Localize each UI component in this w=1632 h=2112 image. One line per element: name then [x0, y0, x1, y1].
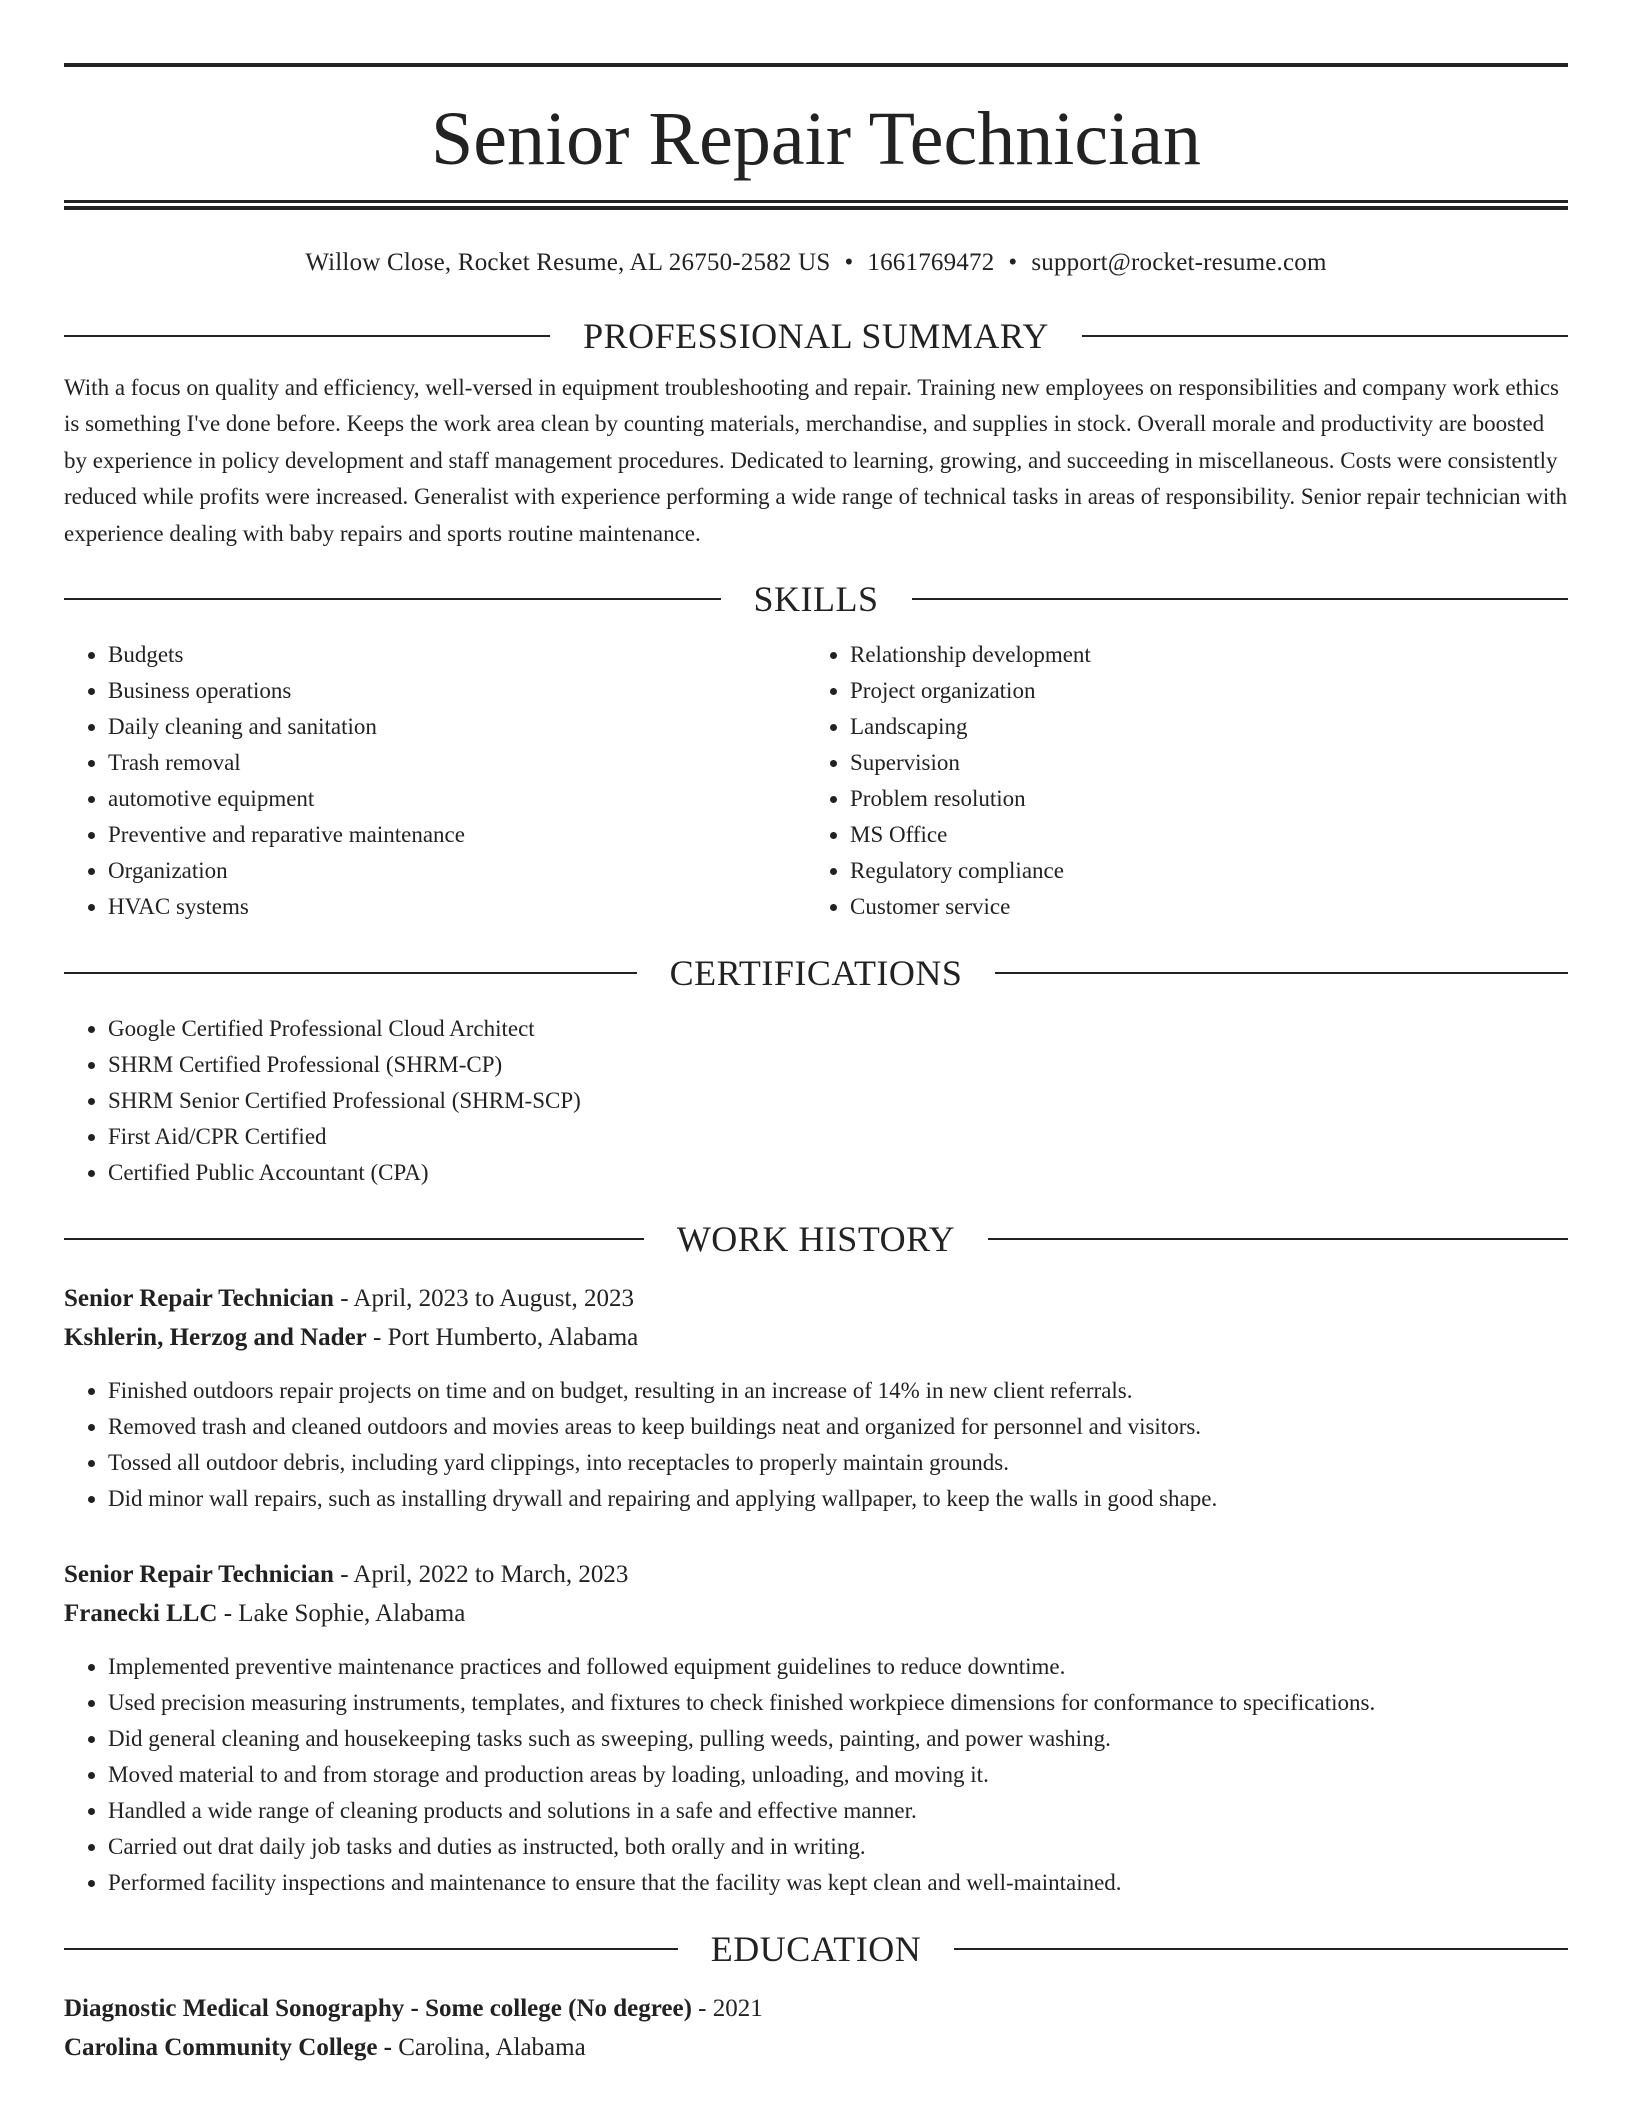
header-double-rule: [64, 200, 1568, 210]
job-duty-item: • Carried out drat daily job tasks and duties as instructed, both orally and in writing.: [108, 1829, 1568, 1865]
skill-item: • Daily cleaning and sanitation: [108, 709, 806, 745]
section-heading-summary: [64, 314, 1568, 358]
section-title: EDUCATION: [710, 1929, 922, 1970]
job-duty-item: • Implemented preventive maintenance practices and followed equipment guidelines to reduce downtime.: [108, 1649, 1568, 1685]
education-degree: Diagnostic Medical Sonography - Some college (No degree): [64, 1995, 692, 2023]
education-year: - 2021: [691, 1995, 763, 2023]
heading-rule: [1082, 335, 1568, 337]
contact-email[interactable]: support@rocket-resume.com: [1031, 249, 1327, 276]
skill-item: • HVAC systems: [108, 889, 806, 925]
section-title: CERTIFICATIONS: [669, 953, 963, 994]
job-duty-item: • Tossed all outdoor debris, including yard clippings, into receptacles to properly maintain grounds.: [108, 1445, 1568, 1481]
section-heading-skills: [64, 577, 1568, 621]
contact-separator: •: [844, 249, 854, 276]
education-school-line: [64, 2028, 1568, 2067]
contact-separator: •: [1008, 249, 1018, 276]
section-heading-education: [64, 1927, 1568, 1971]
heading-rule: [64, 1238, 644, 1240]
job-duties: [64, 1649, 1568, 1901]
section-heading-certifications: [64, 951, 1568, 995]
summary-text: With a focus on quality and efficiency, well-versed in equipment troubleshooting and repair. Training new employees on responsibilities and company work ethics is something I've done before. Keeps the work area clean by counting materials, merchandise, and supplies in stock. Overall morale and productivity are boosted by experience in policy development and staff management procedures. Dedicated to learning, growing, and succeeding in miscellaneous. Costs were consistently reduced while profits were increased. Generalist with experience performing a wide range of technical tasks in areas of responsibility. Senior repair technician with experience dealing with baby repairs and sports routine maintenance.: [64, 375, 1568, 546]
header-top-rule: [64, 63, 1568, 67]
job-duty-item: • Finished outdoors repair projects on time and on budget, resulting in an increase of 14% in new client referrals.: [108, 1373, 1568, 1409]
certification-item: • SHRM Certified Professional (SHRM-CP): [108, 1047, 1568, 1083]
heading-rule: [64, 1948, 678, 1950]
education-degree-line: [64, 1989, 1568, 2028]
job-company: Franecki LLC: [64, 1600, 218, 1628]
job-dates: - April, 2023 to August, 2023: [333, 1285, 634, 1313]
certification-item: • Google Certified Professional Cloud Architect: [108, 1011, 1568, 1047]
education-location: Carolina, Alabama: [398, 2034, 586, 2062]
certification-item: • First Aid/CPR Certified: [108, 1119, 1568, 1155]
certifications-list: [64, 1011, 1568, 1191]
skill-item: • Supervision: [850, 745, 1548, 781]
skill-item: • Organization: [108, 853, 806, 889]
contact-phone[interactable]: 1661769472: [867, 249, 995, 276]
job-company-line: [64, 1594, 1568, 1633]
skill-item: • Problem resolution: [850, 781, 1548, 817]
skill-item: • Preventive and reparative maintenance: [108, 817, 806, 853]
job-duties: [64, 1373, 1568, 1517]
job-company-line: [64, 1318, 1568, 1357]
job-role: Senior Repair Technician: [64, 1561, 334, 1589]
job-duty-item: • Did general cleaning and housekeeping tasks such as sweeping, pulling weeds, painting, and power washing.: [108, 1721, 1568, 1757]
skill-item: • Landscaping: [850, 709, 1548, 745]
heading-rule: [912, 598, 1569, 600]
job-duty-item: • Used precision measuring instruments, templates, and fixtures to check finished workpiece dimensions for conformance to specifications.: [108, 1685, 1568, 1721]
heading-rule: [995, 972, 1568, 974]
heading-rule: [988, 1238, 1568, 1240]
section-title: WORK HISTORY: [676, 1219, 956, 1260]
heading-rule: [64, 335, 550, 337]
skills-column-left: [64, 637, 806, 925]
section-title: SKILLS: [753, 579, 879, 620]
job-role: Senior Repair Technician: [64, 1285, 334, 1313]
skill-item: • Business operations: [108, 673, 806, 709]
certification-item: • SHRM Senior Certified Professional (SHRM-SCP): [108, 1083, 1568, 1119]
job-entry: [64, 1279, 1568, 1517]
job-location: - Port Humberto, Alabama: [366, 1324, 639, 1352]
job-duty-item: • Removed trash and cleaned outdoors and movies areas to keep buildings neat and organized for personnel and visitors.: [108, 1409, 1568, 1445]
education-entry: [64, 1989, 1568, 2067]
skill-item: • Customer service: [850, 889, 1548, 925]
skill-item: • Trash removal: [108, 745, 806, 781]
job-location: - Lake Sophie, Alabama: [217, 1600, 466, 1628]
section-title: PROFESSIONAL SUMMARY: [583, 316, 1049, 356]
skills-list: [64, 637, 1568, 925]
skill-item: • Budgets: [108, 637, 806, 673]
resume-title: Senior Repair Technician: [431, 97, 1201, 181]
skills-column-right: [806, 637, 1548, 925]
job-entry: [64, 1555, 1568, 1901]
heading-rule: [64, 598, 721, 600]
skill-item: • Regulatory compliance: [850, 853, 1548, 889]
job-duty-item: • Moved material to and from storage and production areas by loading, unloading, and moving it.: [108, 1757, 1568, 1793]
heading-rule: [64, 972, 637, 974]
job-title-line: [64, 1279, 1568, 1318]
skill-item: • automotive equipment: [108, 781, 806, 817]
skill-item: • MS Office: [850, 817, 1548, 853]
education-school: Carolina Community College -: [64, 2034, 399, 2062]
job-duty-item: • Handled a wide range of cleaning products and solutions in a safe and effective manner.: [108, 1793, 1568, 1829]
contact-line: [64, 248, 1568, 278]
section-heading-work-history: [64, 1217, 1568, 1261]
skill-item: • Project organization: [850, 673, 1548, 709]
certification-item: • Certified Public Accountant (CPA): [108, 1155, 1568, 1191]
job-dates: - April, 2022 to March, 2023: [333, 1561, 629, 1589]
job-title-line: [64, 1555, 1568, 1594]
job-company: Kshlerin, Herzog and Nader: [64, 1324, 367, 1352]
contact-address: Willow Close, Rocket Resume, AL 26750-2582 US: [305, 249, 831, 276]
skill-item: • Relationship development: [850, 637, 1548, 673]
job-duty-item: • Performed facility inspections and maintenance to ensure that the facility was kept clean and well-maintained.: [108, 1865, 1568, 1901]
job-duty-item: • Did minor wall repairs, such as installing drywall and repairing and applying wallpaper, to keep the walls in good shape.: [108, 1481, 1568, 1517]
heading-rule: [954, 1948, 1568, 1950]
